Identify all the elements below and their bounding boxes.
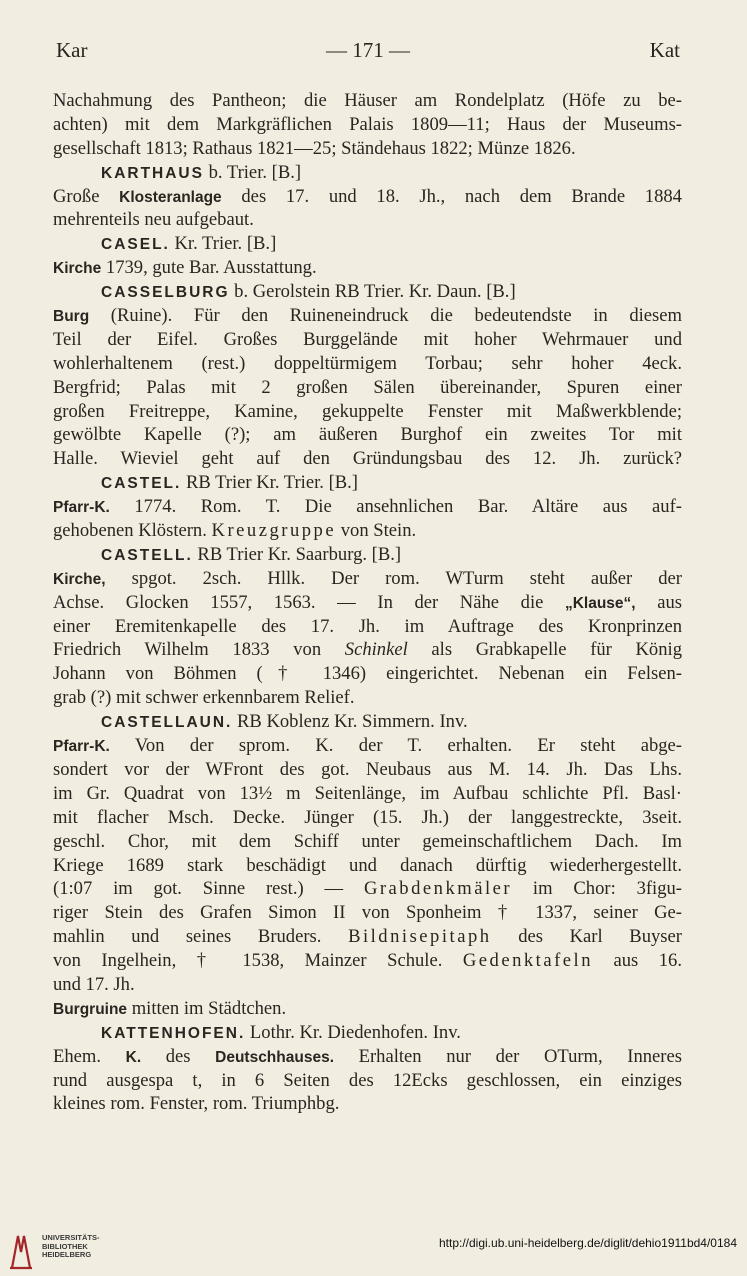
text-run: gehobenen Klöstern. (53, 520, 212, 542)
bold-term: Pfarr-K. (53, 738, 110, 756)
page-header (56, 38, 680, 68)
text-line (53, 1092, 682, 1116)
page-body-text (53, 89, 682, 1116)
text-run: Teil der Eifel. Großes Burggelände mit hoher Wehrmauer und (53, 328, 682, 350)
text-line (53, 782, 682, 806)
text-line (53, 208, 682, 232)
bold-term: Deutschhauses. (215, 1048, 335, 1066)
text-line (53, 89, 682, 113)
bold-term: Pfarr-K. (53, 499, 110, 517)
text-run: als Grabkapelle für König (407, 639, 682, 661)
text-run: wohlerhaltenem (rest.) doppeltürmigem Torbau; sehr hoher 4eck. (53, 352, 682, 374)
text-line (53, 686, 682, 710)
text-run: kleines rom. Fenster, rom. Triumphbg. (53, 1093, 340, 1115)
text-run: Ehem. (53, 1045, 126, 1067)
bold-term: K. (125, 1048, 142, 1066)
entry-heading: CASTELL. (101, 546, 193, 564)
text-line (53, 137, 682, 161)
entry-heading: CASTELLAUN. (101, 714, 233, 732)
text-run: Schinkel (344, 639, 408, 661)
text-run: aus (635, 591, 682, 613)
text-line (53, 471, 682, 495)
text-line (53, 232, 682, 256)
text-line (53, 256, 682, 280)
text-line (53, 495, 682, 519)
text-run: Bergfrid; Palas mit 2 großen Sälen übereinander, Spuren einer (53, 376, 682, 398)
text-run: Bildnisepitaph (348, 926, 492, 948)
bold-term: „Klause“, (564, 594, 636, 612)
text-line (53, 973, 682, 997)
text-line (53, 662, 682, 686)
text-line (53, 734, 682, 758)
entry-heading: CASEL. (101, 236, 170, 254)
text-run: grab (?) mit schwer erkennbarem Relief. (53, 687, 355, 709)
bold-term: Kirche (53, 260, 102, 278)
header-left: Kar (56, 38, 88, 62)
text-line (53, 854, 682, 878)
text-line (53, 758, 682, 782)
text-run: Johann von Böhmen († 1346) eingerichtet. Nebenan ein Felsen- (53, 663, 682, 685)
page-footer (0, 1226, 747, 1276)
text-run: mahlin und seines Bruders. (53, 926, 349, 948)
text-run: gesellschaft 1813; Rathaus 1821—25; Ständehaus 1822; Münze 1826. (53, 137, 576, 159)
text-run: des Karl Buyser (491, 926, 682, 948)
text-run: Nachahmung des Pantheon; die Häuser am Rondelplatz (Höfe zu be- (53, 90, 682, 111)
text-run: (1:07 im got. Sinne rest.) — (53, 878, 364, 900)
text-run: im Chor: 3figu- (512, 878, 682, 900)
text-line (53, 113, 682, 137)
text-run: RB Koblenz Kr. Simmern. Inv. (232, 711, 468, 733)
text-run: b. Gerolstein RB Trier. Kr. Daun. [B.] (229, 281, 516, 303)
text-line (53, 1021, 682, 1045)
library-name: UNIVERSITÄTS- BIBLIOTHEK HEIDELBERG (42, 1233, 100, 1259)
bold-term: Klosteranlage (119, 188, 222, 206)
text-run: im Gr. Quadrat von 13½ m Seitenlänge, im Aufbau schlichte Pfl. Basl· (53, 782, 682, 804)
text-run: aus 16. (593, 950, 682, 972)
text-line (53, 997, 682, 1021)
text-line (53, 185, 682, 209)
text-line (53, 519, 682, 543)
text-run: achten) mit dem Markgräflichen Palais 1809—11; Haus der Museums- (53, 113, 682, 135)
text-line (53, 304, 682, 328)
text-run: sondert vor der WFront des got. Neubaus aus M. 14. Jh. Das Lhs. (53, 758, 682, 780)
text-run: des (141, 1045, 216, 1067)
text-line (53, 806, 682, 830)
text-run: Lothr. Kr. Diedenhofen. Inv. (245, 1021, 461, 1043)
text-run: rund ausgespa t, in 6 Seiten des 12Ecks geschlossen, ein einziges (53, 1069, 682, 1091)
text-run: gewölbte Kapelle (?); am äußeren Burghof ein zweites Tor mit (53, 424, 682, 446)
text-run: (Ruine). Für den Ruineneindruck die bedeutendste in diesem (89, 305, 682, 327)
text-run: geschl. Chor, mit dem Schiff unter gemeinschaftlichem Dach. Im (53, 830, 682, 852)
text-line (53, 615, 682, 639)
text-run: Große (53, 185, 120, 207)
text-run: Kriege 1689 stark beschädigt und danach dürftig wiederhergestellt. (53, 854, 682, 876)
text-run: RB Trier Kr. Trier. [B.] (181, 472, 358, 494)
text-line (53, 830, 682, 854)
text-line (53, 161, 682, 185)
text-run: mit flacher Msch. Decke. Jünger (15. Jh.) der langgestreckte, 3seit. (53, 806, 682, 828)
header-right: Kat (649, 38, 680, 62)
text-run: einer Eremitenkapelle des 17. Jh. im Auftrage des Kronprinzen (53, 615, 682, 637)
text-line (53, 328, 682, 352)
entry-heading: KATTENHOFEN. (101, 1024, 246, 1042)
bold-term: Kirche, (53, 570, 106, 588)
source-url-link[interactable]: http://digi.ub.uni-heidelberg.de/diglit/dehio1911bd4/0184 (438, 1236, 737, 1250)
text-run: Erhalten nur der OTurm, Inneres (334, 1045, 682, 1067)
text-run: 1739, gute Bar. Ausstattung. (101, 257, 317, 279)
text-line (53, 447, 682, 471)
text-run: Von der sprom. K. der T. erhalten. Er steht abge- (109, 735, 682, 757)
text-line (53, 710, 682, 734)
text-line (53, 901, 682, 925)
text-run: Gedenktafeln (462, 950, 593, 972)
text-run: Kreuzgruppe (211, 520, 337, 542)
text-run: Kr. Trier. [B.] (169, 233, 277, 255)
text-run: Friedrich Wilhelm 1833 von (53, 639, 345, 661)
text-run: des 17. und 18. Jh., nach dem Brande 1884 (221, 185, 682, 207)
text-run: Achse. Glocken 1557, 1563. — In der Nähe die (53, 591, 565, 613)
entry-heading: KARTHAUS (101, 164, 204, 182)
text-line (53, 591, 682, 615)
text-run: Grabdenkmäler (363, 878, 513, 900)
entry-heading: CASTEL. (101, 475, 182, 493)
text-line (53, 400, 682, 424)
bold-term: Burg (53, 308, 90, 326)
text-line (53, 925, 682, 949)
text-run: und 17. Jh. (53, 973, 135, 995)
text-line (53, 280, 682, 304)
text-run: spgot. 2sch. Hllk. Der rom. WTurm steht außer der (105, 567, 682, 589)
text-run: mitten im Städtchen. (127, 997, 287, 1019)
library-logo-icon (8, 1232, 34, 1270)
text-line (53, 1069, 682, 1093)
text-line (53, 949, 682, 973)
text-run: von Ingelhein, † 1538, Mainzer Schule. (53, 950, 463, 972)
text-run: Halle. Wieviel geht auf den Gründungsbau des 12. Jh. zurück? (53, 448, 682, 470)
text-line (53, 1045, 682, 1069)
text-run: RB Trier Kr. Saarburg. [B.] (192, 543, 402, 565)
text-line (53, 543, 682, 567)
text-run: b. Trier. [B.] (203, 161, 302, 183)
text-line (53, 567, 682, 591)
page-number: — 171 — (326, 38, 410, 62)
text-line (53, 376, 682, 400)
text-run: riger Stein des Grafen Simon II von Sponheim † 1337, seiner Ge- (53, 902, 682, 924)
text-run: von Stein. (336, 520, 417, 542)
text-run: großen Freitreppe, Kamine, gekuppelte Fenster mit Maßwerkblende; (53, 400, 682, 422)
text-line (53, 352, 682, 376)
text-line (53, 423, 682, 447)
entry-heading: CASSELBURG (101, 284, 230, 302)
bold-term: Burgruine (53, 1000, 128, 1018)
text-run: mehrenteils neu aufgebaut. (53, 209, 254, 231)
text-line (53, 877, 682, 901)
text-line (53, 638, 682, 662)
text-run: 1774. Rom. T. Die ansehnlichen Bar. Altäre aus auf- (109, 496, 682, 518)
